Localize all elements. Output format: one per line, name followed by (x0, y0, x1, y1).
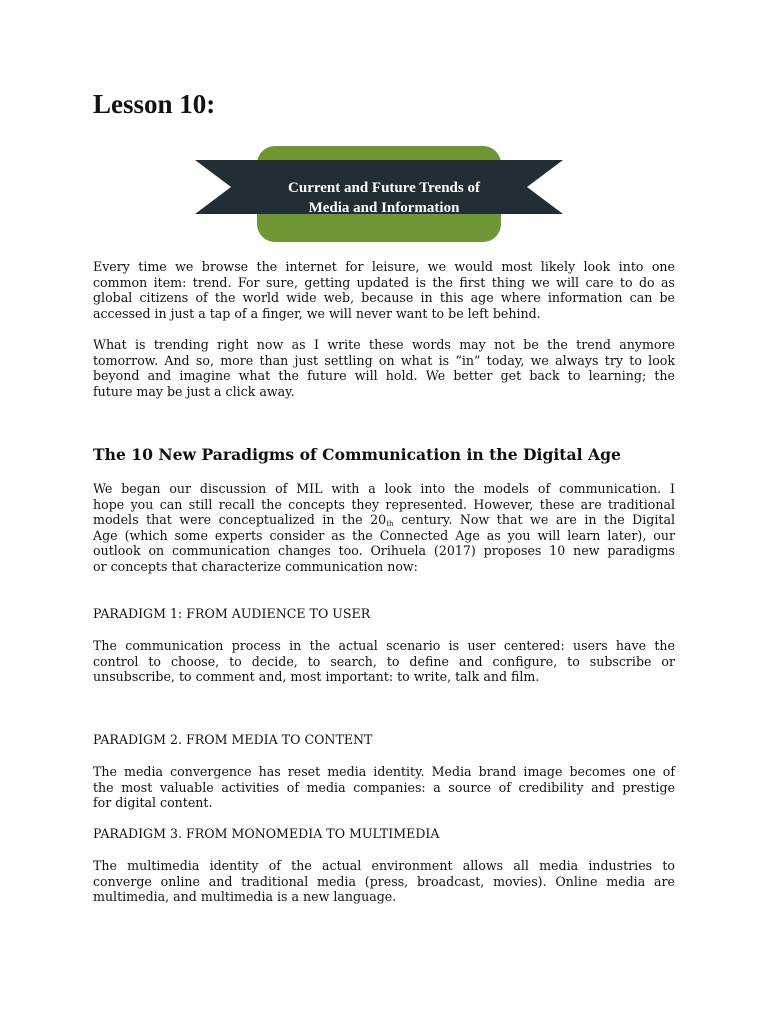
text-line: control to choose, to decide, to search, to define and configure, to subscribe or (93, 653, 675, 669)
text-line: future may be just a click away. (93, 383, 295, 399)
text-line: or concepts that characterize communication now: (93, 558, 418, 574)
text-line: global citizens of the world wide web, because in this age where information can be (93, 290, 675, 306)
banner-title-line-2: Media and Information (308, 200, 460, 216)
text-line: Age (which some experts consider as the Connected Age as you will learn later), our (93, 527, 675, 543)
text-line: beyond and imagine what the future will hold. We better get back to learning; the (93, 368, 675, 384)
text-line: The media convergence has reset media identity. Media brand image becomes one of (93, 764, 675, 779)
text-line: multimedia, and multimedia is a new language. (93, 889, 397, 905)
banner-title-line-1: Current and Future Trends of (288, 180, 480, 196)
text-line: Every time we browse the internet for leisure, we would most likely look into one (93, 259, 675, 274)
text-fragment: century. Now that we are in the Digital (393, 512, 675, 528)
text-line: What is trending right now as I write these words may not be the trend anymore (93, 337, 675, 352)
paradigm-3-heading: PARADIGM 3. FROM MONOMEDIA TO MULTIMEDIA (93, 826, 440, 841)
intro-paragraph-2 (93, 337, 675, 399)
paradigm-2-heading: PARADIGM 2. FROM MEDIA TO CONTENT (93, 732, 373, 747)
text-line: converge online and traditional media (press, broadcast, movies). Online media are (93, 873, 675, 889)
banner-title (249, 178, 519, 218)
text-line: hope you can still recall the concepts they represented. However, these are traditional (93, 496, 675, 512)
text-line: The communication process in the actual scenario is user centered: users have the (93, 638, 675, 653)
lesson-title: Lesson 10: (93, 89, 216, 119)
text-line: tomorrow. And so, more than just settling on what is “in” today, we always try to look (93, 352, 675, 368)
superscript: th (386, 520, 394, 529)
text-line: the most valuable activities of media companies: a source of credibility and prestige (93, 779, 675, 795)
text-line: The multimedia identity of the actual environment allows all media industries to (93, 858, 675, 873)
paradigm-1-heading: PARADIGM 1: FROM AUDIENCE TO USER (93, 606, 371, 621)
paradigm-2-body (93, 764, 675, 811)
text-line: for digital content. (93, 795, 213, 811)
paradigm-1-body (93, 638, 675, 685)
text-line-with-superscript (93, 512, 675, 528)
section-heading: The 10 New Paradigms of Communication in the Digital Age (93, 445, 621, 464)
text-fragment: models that were conceptualized in the 20 (93, 512, 387, 528)
text-line: unsubscribe, to comment and, most important: to write, talk and film. (93, 669, 540, 685)
intro-paragraph-1 (93, 259, 675, 321)
text-line: common item: trend. For sure, getting updated is the first thing we will care to do as (93, 274, 675, 290)
topic-banner (195, 144, 563, 244)
text-line: outlook on communication changes too. Orihuela (2017) proposes 10 new paradigms (93, 543, 675, 559)
section-paragraph (93, 481, 675, 575)
text-line: accessed in just a tap of a finger, we will never want to be left behind. (93, 305, 541, 321)
paradigm-3-body (93, 858, 675, 905)
text-line: We began our discussion of MIL with a look into the models of communication. I (93, 481, 675, 496)
